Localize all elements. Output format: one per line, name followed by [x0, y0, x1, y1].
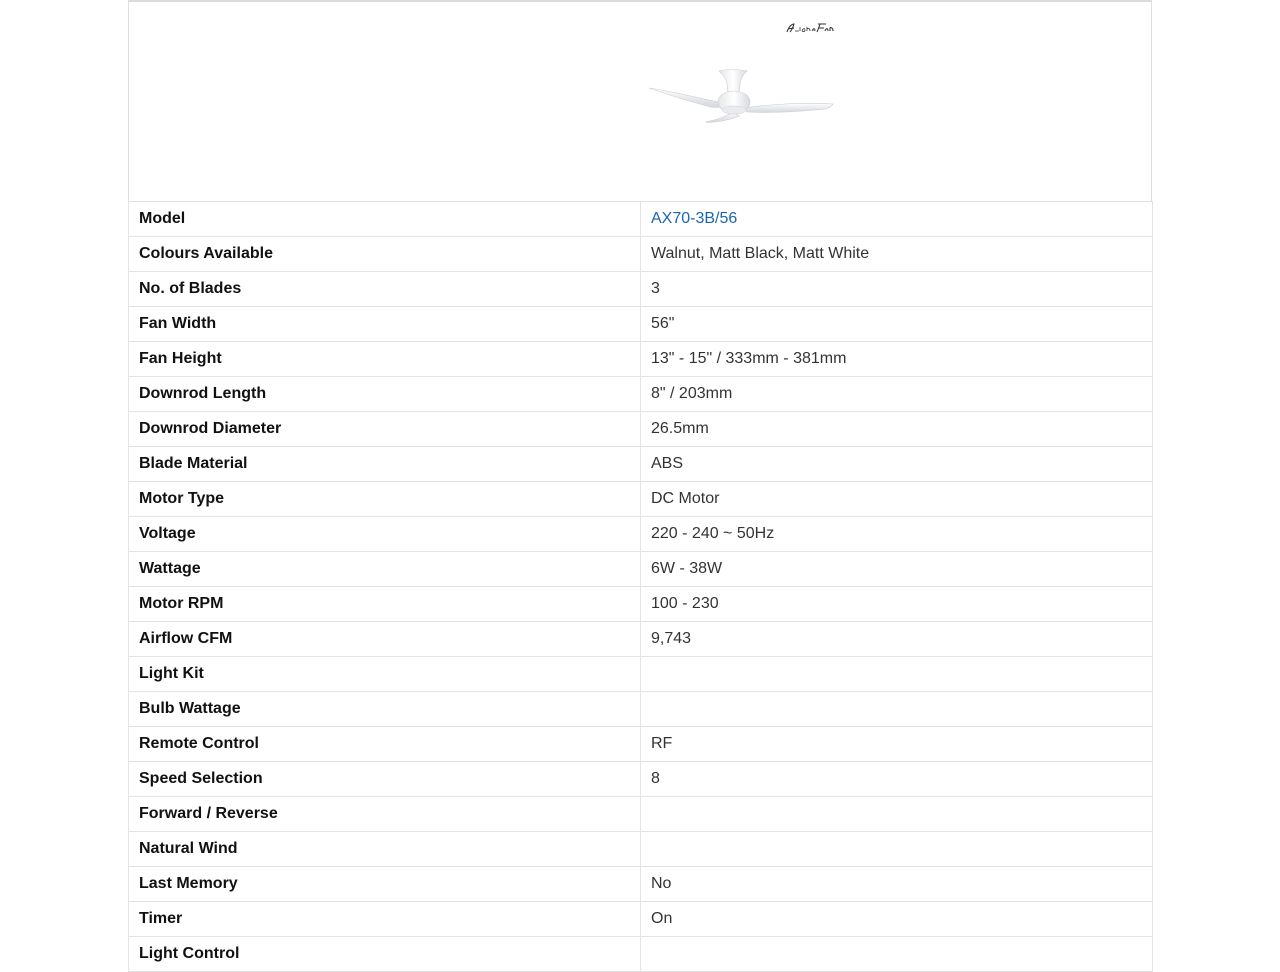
ceiling-fan-image-icon: [647, 66, 837, 126]
spec-label: Motor RPM: [129, 587, 641, 622]
spec-label: Light Kit: [129, 657, 641, 692]
spec-value: On: [641, 902, 1153, 937]
spec-row: [129, 517, 1153, 552]
spec-row: [129, 377, 1153, 412]
spec-row: [129, 482, 1153, 517]
spec-label: Downrod Length: [129, 377, 641, 412]
spec-value: Walnut, Matt Black, Matt White: [641, 237, 1153, 272]
spec-row: [129, 552, 1153, 587]
spec-row: [129, 727, 1153, 762]
spec-value: [641, 202, 1153, 237]
spec-row: [129, 762, 1153, 797]
spec-value: 9,743: [641, 622, 1153, 657]
spec-value: [641, 937, 1153, 972]
spec-label: Downrod Diameter: [129, 412, 641, 447]
spec-row: [129, 867, 1153, 902]
spec-value: DC Motor: [641, 482, 1153, 517]
spec-row: [129, 902, 1153, 937]
spec-value: ABS: [641, 447, 1153, 482]
spec-row: [129, 447, 1153, 482]
spec-table: [128, 201, 1153, 972]
product-spec-section: [128, 0, 1152, 972]
spec-label: Remote Control: [129, 727, 641, 762]
spec-label: Blade Material: [129, 447, 641, 482]
model-link[interactable]: AX70-3B/56: [651, 210, 738, 227]
spec-value: 3: [641, 272, 1153, 307]
spec-value: 56": [641, 307, 1153, 342]
spec-row: [129, 237, 1153, 272]
spec-label: Natural Wind: [129, 832, 641, 867]
spec-row: [129, 797, 1153, 832]
product-image-cell: [128, 0, 1152, 202]
spec-value: 100 - 230: [641, 587, 1153, 622]
spec-label: Colours Available: [129, 237, 641, 272]
spec-row: [129, 657, 1153, 692]
spec-label: Voltage: [129, 517, 641, 552]
spec-row: [129, 622, 1153, 657]
spec-label: Forward / Reverse: [129, 797, 641, 832]
spec-row: [129, 202, 1153, 237]
spec-row: [129, 937, 1153, 972]
spec-value: 220 - 240 ~ 50Hz: [641, 517, 1153, 552]
spec-value: 8: [641, 762, 1153, 797]
spec-label: Wattage: [129, 552, 641, 587]
alphafan-logo-icon: [784, 20, 834, 36]
spec-value: [641, 692, 1153, 727]
spec-value: [641, 832, 1153, 867]
spec-value: No: [641, 867, 1153, 902]
spec-label: Speed Selection: [129, 762, 641, 797]
spec-label: Fan Width: [129, 307, 641, 342]
spec-row: [129, 832, 1153, 867]
spec-label: Last Memory: [129, 867, 641, 902]
spec-label: Light Control: [129, 937, 641, 972]
spec-row: [129, 692, 1153, 727]
spec-value: 6W - 38W: [641, 552, 1153, 587]
spec-row: [129, 587, 1153, 622]
spec-value: [641, 657, 1153, 692]
spec-value: 13" - 15" / 333mm - 381mm: [641, 342, 1153, 377]
spec-value: RF: [641, 727, 1153, 762]
spec-label: Bulb Wattage: [129, 692, 641, 727]
spec-row: [129, 307, 1153, 342]
spec-value: [641, 797, 1153, 832]
spec-row: [129, 412, 1153, 447]
spec-value: 8" / 203mm: [641, 377, 1153, 412]
spec-label: Motor Type: [129, 482, 641, 517]
spec-label: Timer: [129, 902, 641, 937]
spec-row: [129, 272, 1153, 307]
spec-label: No. of Blades: [129, 272, 641, 307]
spec-label: Model: [129, 202, 641, 237]
spec-label: Airflow CFM: [129, 622, 641, 657]
spec-label: Fan Height: [129, 342, 641, 377]
spec-row: [129, 342, 1153, 377]
spec-value: 26.5mm: [641, 412, 1153, 447]
